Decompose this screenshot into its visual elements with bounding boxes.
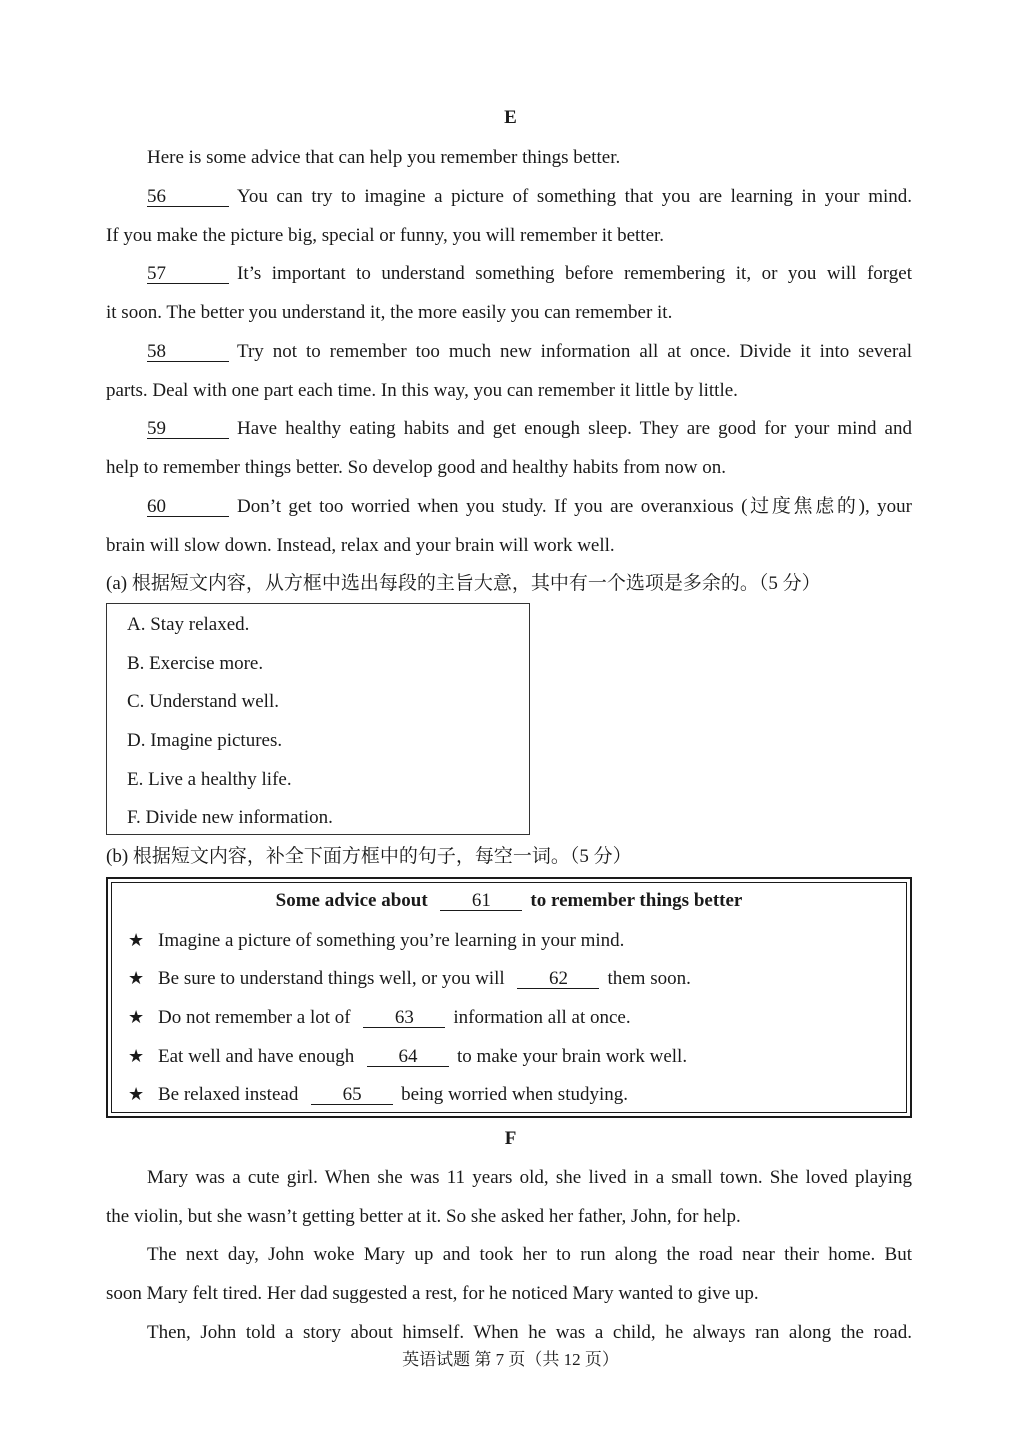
completion-table-inner-border	[111, 882, 907, 1113]
option-a: A. Stay relaxed.	[127, 614, 250, 635]
star-icon: ★	[128, 930, 145, 951]
section-e-intro: Here is some advice that can help you remember things better.	[147, 147, 621, 168]
table-row-5: ★ Be relaxed instead 65 being worried when studying.	[128, 1084, 628, 1105]
page-footer: 英语试题 第 7 页（共 12 页）	[402, 1350, 619, 1369]
blank-58[interactable]: 58	[147, 343, 229, 362]
option-e: E. Live a healthy life.	[127, 769, 292, 790]
blank-60[interactable]: 60	[147, 498, 229, 517]
blank-64[interactable]: 64	[367, 1048, 449, 1067]
section-f-line5: Then, John told a story about himself. When he was a child, he always ran along the road.	[147, 1322, 912, 1343]
blank-62[interactable]: 62	[517, 970, 599, 989]
table-title: Some advice about 61 to remember things better	[275, 890, 743, 911]
option-f: F. Divide new information.	[127, 807, 333, 828]
blank-59[interactable]: 59	[147, 420, 229, 439]
star-icon: ★	[128, 1046, 145, 1067]
blank-63[interactable]: 63	[363, 1009, 445, 1028]
paragraph-60-line2: brain will slow down. Instead, relax and your brain will work well.	[106, 535, 615, 556]
paragraph-56-line2: If you make the picture big, special or funny, you will remember it better.	[106, 225, 665, 246]
part-a-instruction: (a) 根据短文内容，从方框中选出每段的主旨大意，其中有一个选项是多余的。（5 分）	[106, 573, 821, 594]
blank-57[interactable]: 57	[147, 265, 229, 284]
completion-table	[106, 877, 912, 1118]
paragraph-58-line1: 58 Try not to remember too much new information all at once. Divide it into several	[147, 341, 912, 362]
part-b-instruction: (b) 根据短文内容，补全下面方框中的句子，每空一词。（5 分）	[106, 846, 632, 867]
section-f-line1: Mary was a cute girl. When she was 11 years old, she lived in a small town. She loved playing	[147, 1167, 912, 1188]
paragraph-56-line1: 56 You can try to imagine a picture of something that you are learning in your mind.	[147, 186, 912, 207]
paragraph-57-line2: it soon. The better you understand it, the more easily you can remember it.	[106, 302, 673, 323]
blank-56[interactable]: 56	[147, 188, 229, 207]
table-row-1: ★ Imagine a picture of something you’re learning in your mind.	[128, 930, 625, 951]
star-icon: ★	[128, 968, 145, 989]
blank-65[interactable]: 65	[311, 1086, 393, 1105]
options-box	[106, 603, 530, 835]
table-row-4: ★ Eat well and have enough 64 to make your brain work well.	[128, 1046, 688, 1067]
paragraph-60-line1: 60 Don’t get too worried when you study. If you are overanxious (过度焦虑的), your	[147, 496, 912, 517]
section-f-line2: the violin, but she wasn’t getting better at it. So she asked her father, John, for help.	[106, 1206, 741, 1227]
blank-61[interactable]: 61	[440, 892, 522, 911]
star-icon: ★	[128, 1084, 145, 1105]
section-f-heading: F	[504, 1128, 517, 1149]
paragraph-57-line1: 57 It’s important to understand something before remembering it, or you will forget	[147, 263, 912, 284]
paragraph-58-line2: parts. Deal with one part each time. In this way, you can remember it little by little.	[106, 380, 738, 401]
table-row-3: ★ Do not remember a lot of 63 information all at once.	[128, 1007, 631, 1028]
section-f-line3: The next day, John woke Mary up and took her to run along the road near their home. But	[147, 1244, 912, 1265]
section-f-line4: soon Mary felt tired. Her dad suggested a rest, for he noticed Mary wanted to give up.	[106, 1283, 759, 1304]
star-icon: ★	[128, 1007, 145, 1028]
option-d: D. Imagine pictures.	[127, 730, 283, 751]
paragraph-59-line2: help to remember things better. So develop good and healthy habits from now on.	[106, 457, 727, 478]
paragraph-59-line1: 59 Have healthy eating habits and get enough sleep. They are good for your mind and	[147, 418, 912, 439]
table-row-2: ★ Be sure to understand things well, or you will 62 them soon.	[128, 968, 691, 989]
option-c: C. Understand well.	[127, 691, 279, 712]
section-e-heading: E	[504, 107, 517, 128]
option-b: B. Exercise more.	[127, 653, 264, 674]
